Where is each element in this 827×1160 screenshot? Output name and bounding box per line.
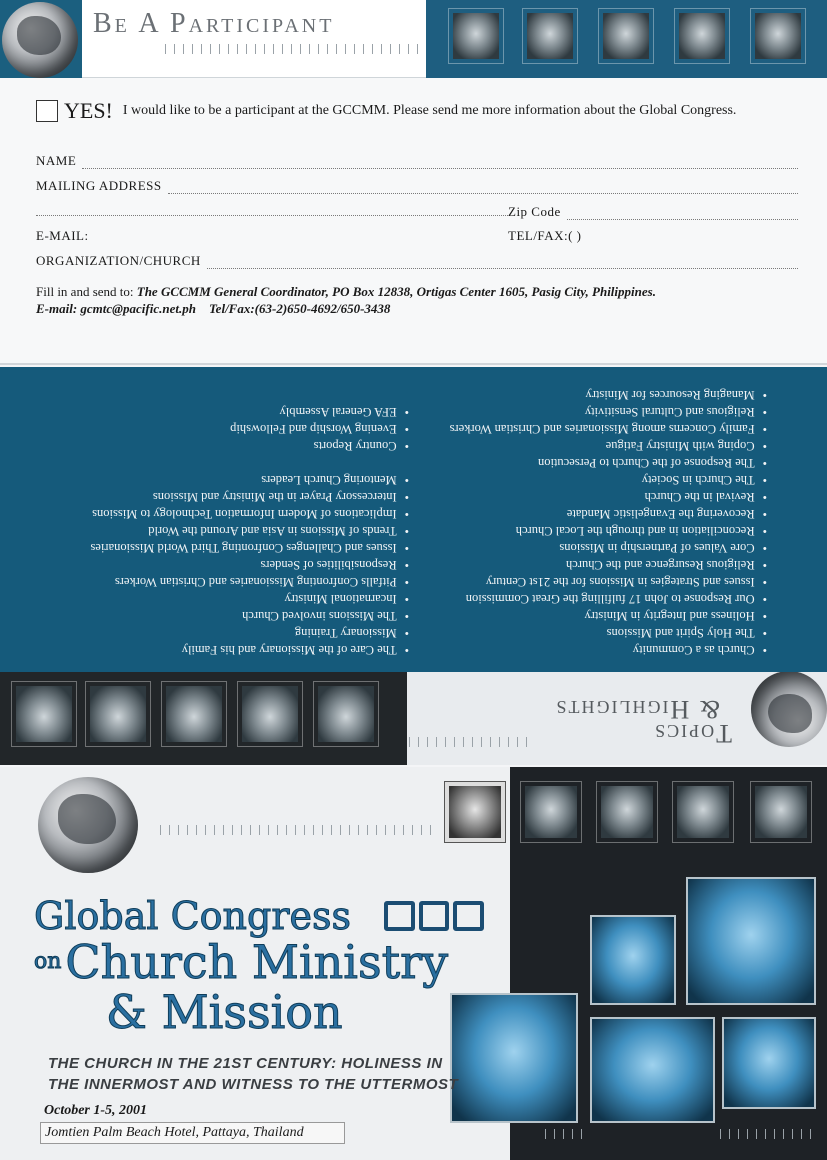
title-line-2 (34, 937, 448, 987)
topic-item: • Coping with Ministry Fatigue (450, 437, 767, 454)
topic-item: • Pitfalls Confronting Missionaries and Christian Workers (90, 573, 409, 590)
topic-item: • Recovering the Evangelistic Mandate (450, 505, 767, 522)
tick-strip (545, 1129, 585, 1139)
topic-item: • Church as a Community (450, 641, 767, 658)
face-photo (750, 8, 806, 64)
topics-list-area (0, 367, 827, 672)
address-line-2[interactable] (36, 204, 508, 216)
topic-item: • Missionary Training (90, 624, 409, 641)
name-line[interactable] (82, 157, 798, 169)
yes-word: YES! (64, 98, 113, 123)
name-field[interactable] (36, 153, 798, 169)
topic-item: • Managing Resources for Ministry (450, 386, 767, 403)
globe-image (38, 777, 138, 873)
topics-title-line1: Topics (653, 719, 732, 748)
topic-item: • Family Concerns among Missionaries and Christian Workers (450, 420, 767, 437)
face-photo (161, 681, 227, 747)
topic-item: • Our Response to John 17 fulfilling the Great Commission (450, 590, 767, 607)
topic-item: • Religious Resurgence and the Church (450, 556, 767, 573)
send-prefix: Fill in and send to: (36, 284, 134, 299)
topic-item: • The Care of the Missionary and his Family (90, 641, 409, 658)
form-header (0, 0, 827, 78)
tick-strip (160, 825, 435, 835)
face-photo (11, 681, 77, 747)
yes-statement: I would like to be a participant at the GCCMM. Please send me more information about the Global Congress. (122, 103, 737, 118)
topic-item: • Religious and Cultural Sensitivity (450, 403, 767, 420)
send-telfax: Tel/Fax:(63-2)650-4692/650-3438 (208, 301, 391, 316)
organization-field[interactable] (36, 253, 798, 269)
face-photo (522, 8, 578, 64)
title-on: on (34, 949, 62, 974)
topic-item: • Holiness and Integrity in Ministry (450, 607, 767, 624)
face-photo (85, 681, 151, 747)
portrait-photo (590, 915, 676, 1005)
zip-code-field[interactable] (508, 204, 798, 220)
face-photo (444, 781, 506, 843)
topic-item: • Implications of Modern Information Technology to Missions (90, 505, 409, 522)
theme-line-1: THE CHURCH IN THE 21ST CENTURY: HOLINESS IN (48, 1055, 443, 1072)
topics-header (0, 672, 827, 765)
face-photo (448, 8, 504, 64)
face-photo (596, 781, 658, 843)
topics-title (554, 695, 733, 748)
mailing-address-label: MAILING ADDRESS (36, 178, 162, 193)
organization-label: ORGANIZATION/CHURCH (36, 253, 201, 268)
faces-photo-strip (426, 0, 827, 78)
tick-strip (165, 44, 430, 54)
portrait-photo (450, 993, 578, 1123)
efa-logo (384, 901, 484, 931)
tel-fax-field[interactable] (508, 228, 798, 244)
topic-item: • Evening Worship and Fellowship (90, 420, 409, 437)
portrait-photo (686, 877, 816, 1005)
tick-strip (720, 1129, 815, 1139)
topic-item: • Issues and Challenges Confronting Third World Missionaries (90, 539, 409, 556)
face-photo (313, 681, 379, 747)
topic-item: • Trends of Missions in Asia and Around the World (90, 522, 409, 539)
congress-theme (48, 1053, 458, 1095)
mailing-address-field[interactable] (36, 178, 798, 194)
face-photo (674, 8, 730, 64)
title-line-1: Global Congress (34, 894, 352, 938)
faces-photo-strip (0, 672, 407, 765)
topic-item: • The Holy Spirit and Missions (450, 624, 767, 641)
zip-code-label: Zip Code (508, 204, 561, 219)
face-photo (237, 681, 303, 747)
topic-item: • Responsibilities of Senders (90, 556, 409, 573)
portrait-photo (590, 1017, 715, 1123)
topic-item: • Issues and Strategies in Missions for the 21st Century (450, 573, 767, 590)
congress-dates: October 1-5, 2001 (44, 1103, 148, 1118)
tick-strip (409, 737, 527, 747)
congress-venue: Jomtien Palm Beach Hotel, Pattaya, Thailand (40, 1122, 345, 1144)
face-photo (750, 781, 812, 843)
topic-item: • Core Values of Partnership in Missions (450, 539, 767, 556)
topics-left-column (450, 386, 767, 658)
mailing-address-line[interactable] (168, 182, 798, 194)
topic-item: • EFA General Assembly (90, 403, 409, 420)
topics-title-line2: & Highlights (554, 695, 720, 724)
face-photo (520, 781, 582, 843)
participant-form-panel (0, 0, 827, 365)
email-label: E-MAIL: (36, 228, 89, 243)
face-photo (672, 781, 734, 843)
topics-rotated-content (0, 367, 827, 765)
form-title: Be A Participant (93, 8, 335, 39)
topic-item: • Intercessory Prayer in the Ministry and Missions (90, 488, 409, 505)
topic-item: • Revival in the Church (450, 488, 767, 505)
tel-fax-label: TEL/FAX:( ) (508, 228, 582, 243)
topic-item: • Incarnational Ministry (90, 590, 409, 607)
topic-item: • Mentoring Church Leaders (90, 471, 409, 488)
zip-code-line[interactable] (567, 208, 798, 220)
topics-highlights-panel (0, 367, 827, 765)
face-photo (598, 8, 654, 64)
email-field[interactable] (36, 228, 496, 244)
topic-item: • The Church in Society (450, 471, 767, 488)
yes-participate-row (36, 98, 806, 124)
topics-right-column (90, 403, 409, 658)
yes-checkbox[interactable] (36, 100, 58, 122)
topic-item: • The Missions involved Church (90, 607, 409, 624)
name-label: NAME (36, 153, 77, 168)
send-email: E-mail: gcmtc@pacific.net.ph (36, 301, 196, 316)
title-church-ministry: Church Ministry (65, 935, 449, 989)
theme-line-2: THE INNERMOST AND WITNESS TO THE UTTERMOST (48, 1076, 459, 1093)
title-line-3: & Mission (106, 985, 343, 1039)
globe-image (0, 0, 82, 78)
globe-image (751, 671, 827, 747)
topic-item: • Reconciliation in and through the Local Church (450, 522, 767, 539)
congress-cover-panel (0, 767, 827, 1160)
topic-item: • The Response of the Church to Persecution (450, 454, 767, 471)
portrait-photo (722, 1017, 816, 1109)
send-instructions (36, 283, 796, 317)
send-address: The GCCMM General Coordinator, PO Box 12838, Ortigas Center 1605, Pasig City, Philippines. (136, 284, 656, 299)
address-continuation-line[interactable] (36, 204, 508, 216)
topic-item: • Country Reports (90, 437, 409, 454)
organization-line[interactable] (207, 257, 798, 269)
